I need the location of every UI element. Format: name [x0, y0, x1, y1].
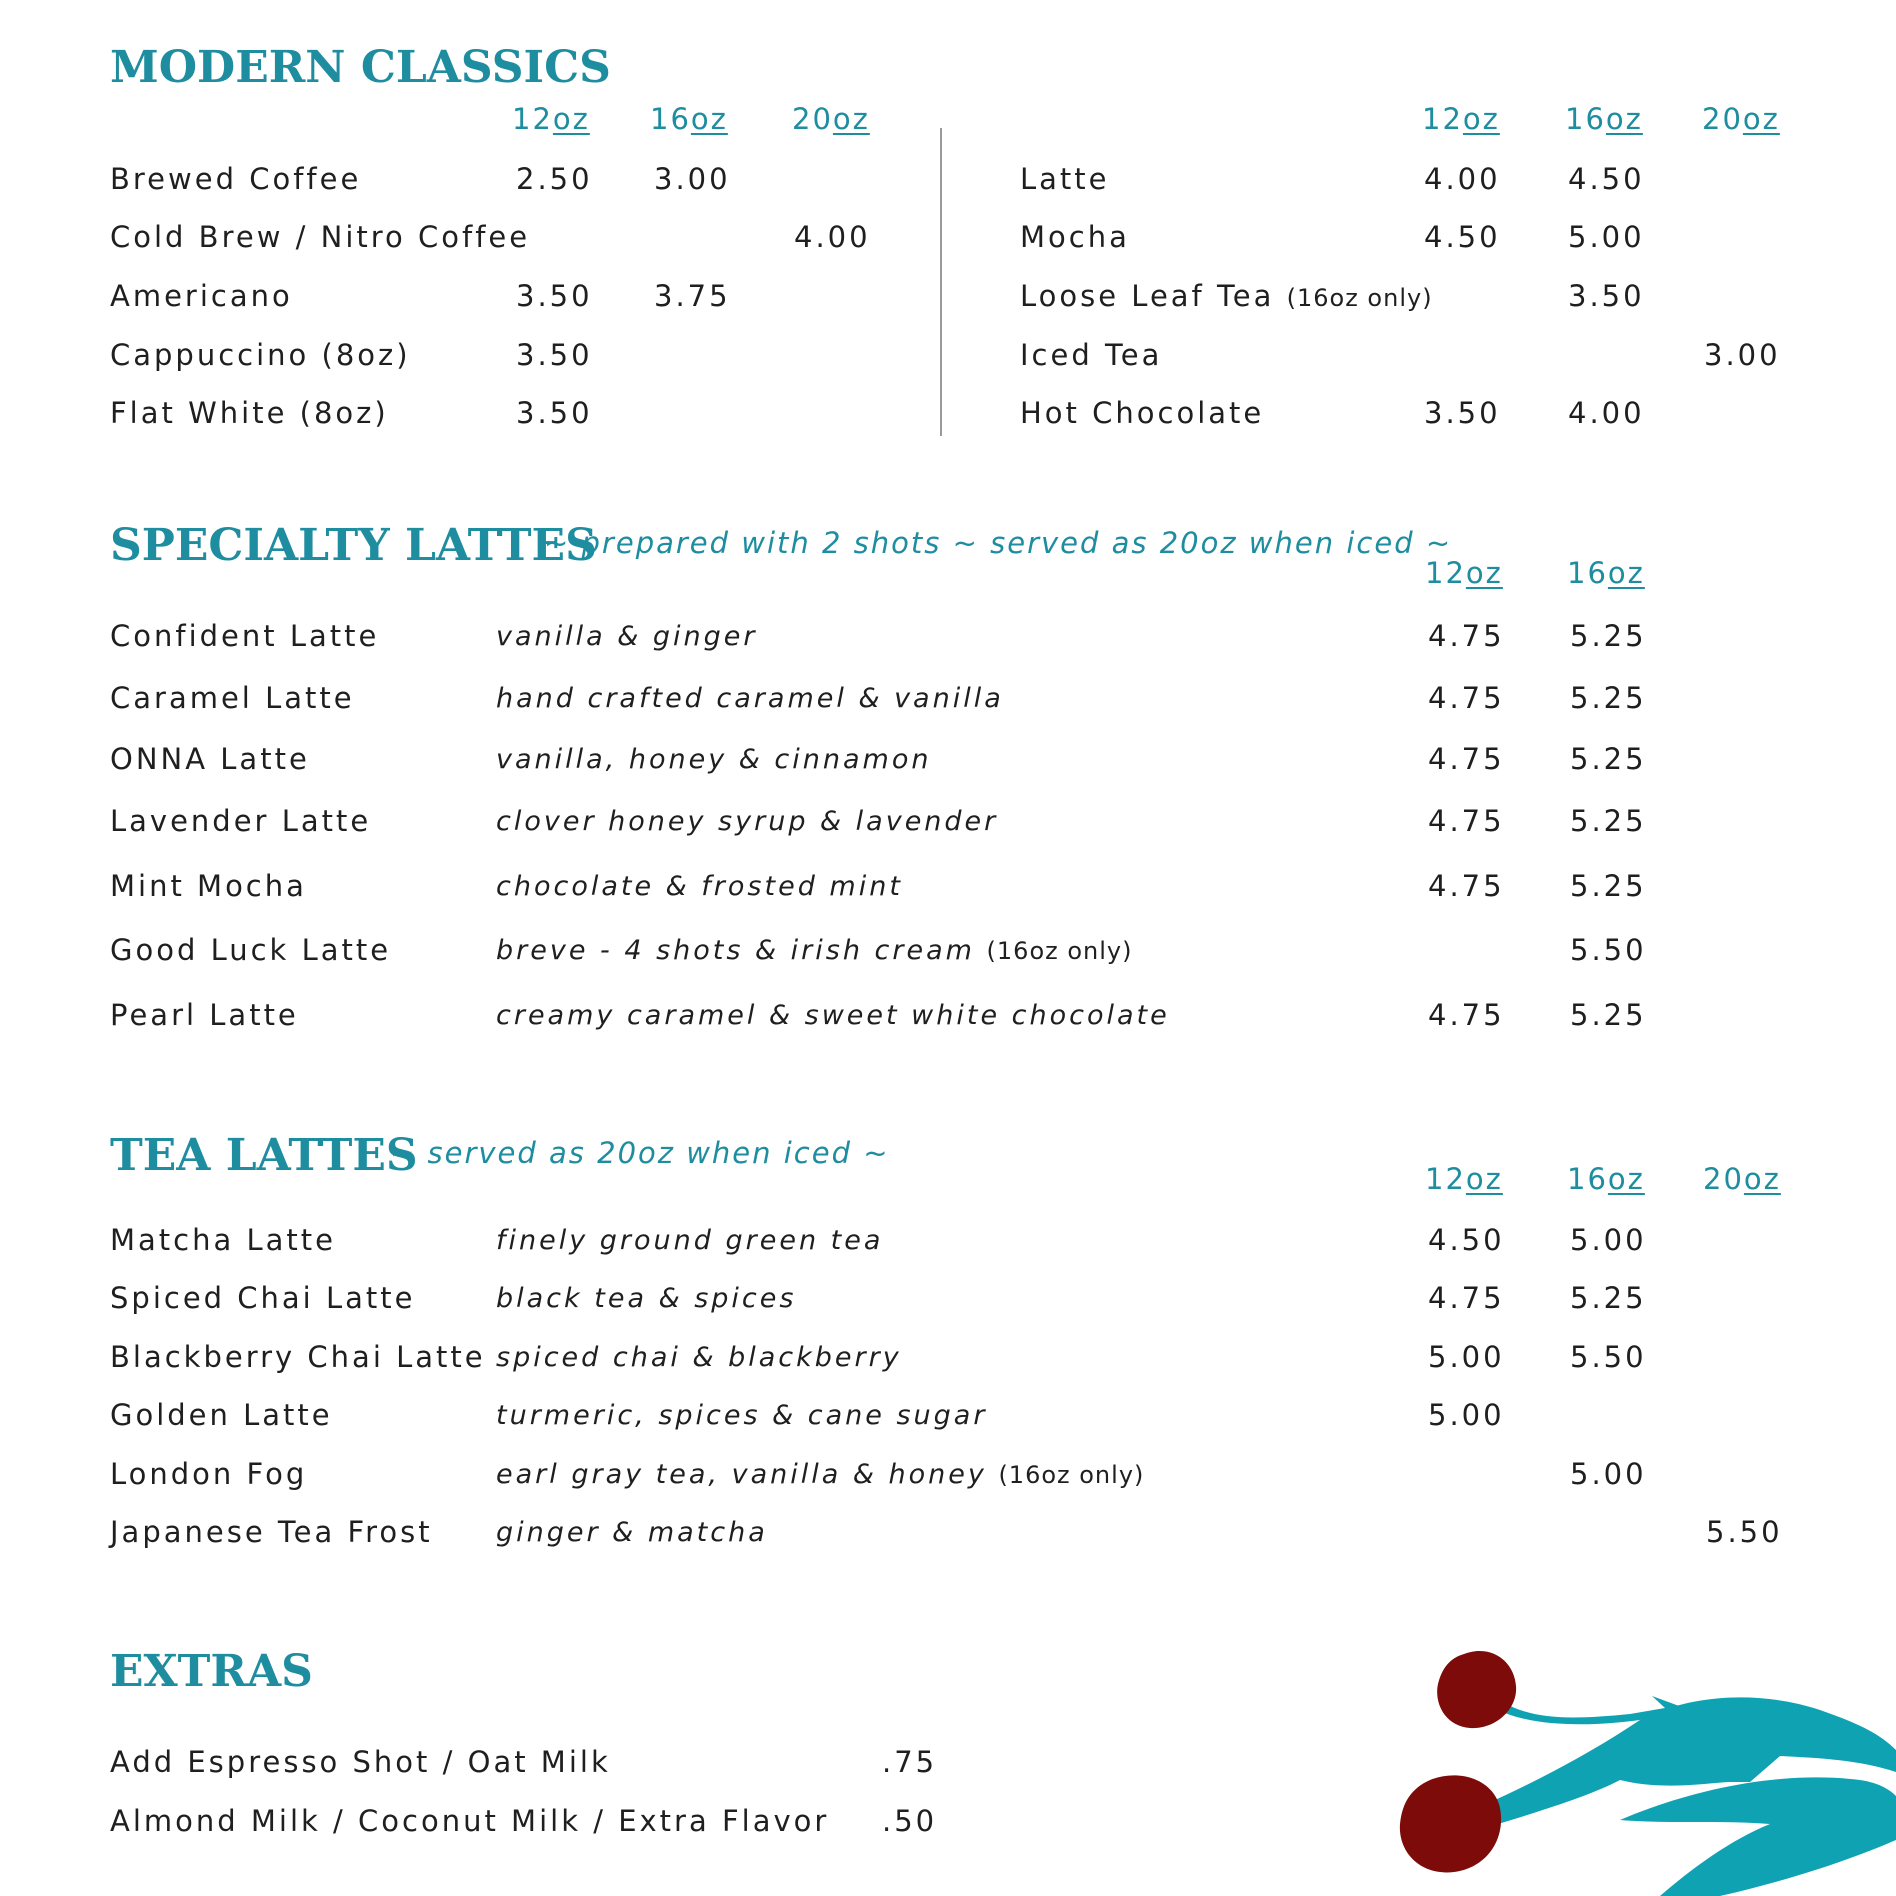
menu-item-description: [496, 683, 1004, 714]
price-p12: 4.75: [1428, 742, 1505, 776]
size-header: 12oz: [1425, 556, 1503, 590]
price-p12: 2.50: [516, 162, 593, 196]
menu-item-name: [110, 933, 391, 967]
size-unit: oz: [1607, 1162, 1645, 1196]
menu-item-name: [1020, 338, 1162, 372]
price-p16: 5.00: [1570, 1457, 1647, 1491]
menu-item-name: [110, 162, 361, 196]
menu-item-description: [496, 1400, 987, 1431]
price-p12: 4.75: [1428, 869, 1505, 903]
price-p12: 5.00: [1428, 1398, 1505, 1432]
item-name-text: Brewed Coffee: [110, 162, 362, 196]
menu-item-name: [110, 338, 411, 372]
description-text: vanilla, honey & cinnamon: [496, 744, 932, 775]
size-header: 12oz: [1422, 102, 1500, 136]
price-p16: 4.00: [1568, 396, 1645, 430]
size-unit: oz: [552, 102, 590, 136]
size-header: 12oz: [512, 102, 590, 136]
menu-item-description: [496, 1459, 1144, 1490]
price-p16: 5.25: [1570, 998, 1647, 1032]
item-name-text: Loose Leaf Tea: [1020, 279, 1275, 313]
menu-item-description: [496, 806, 998, 837]
size-header: 16oz: [1567, 1162, 1645, 1196]
menu-item-description: [496, 871, 903, 902]
size-header: 16oz: [1567, 556, 1645, 590]
price-p12: 3.50: [516, 279, 593, 313]
price-p12: 4.00: [1424, 162, 1501, 196]
size-unit: oz: [1743, 1162, 1781, 1196]
size-unit: oz: [1462, 102, 1500, 136]
size-unit: oz: [1605, 102, 1643, 136]
extra-item-price: .75: [882, 1745, 938, 1779]
size-header: 12oz: [1425, 1162, 1503, 1196]
price-p16: 5.50: [1570, 1340, 1647, 1374]
menu-item-name: [110, 804, 371, 838]
item-name-text: Mint Mocha: [110, 869, 307, 903]
price-p16: 4.50: [1568, 162, 1645, 196]
description-text: ginger & matcha: [496, 1517, 768, 1548]
price-p16: 5.25: [1570, 1281, 1647, 1315]
price-p16: 5.00: [1568, 220, 1645, 254]
menu-item-description: [496, 1225, 883, 1256]
price-p12: 3.50: [516, 396, 593, 430]
size-unit: oz: [832, 102, 870, 136]
item-name-text: Blackberry Chai Latte: [110, 1340, 486, 1374]
menu-item-name: [110, 396, 389, 430]
size-header: 20oz: [1703, 1162, 1781, 1196]
tea-lattes-subtitle: ~ served as 20oz when iced ~: [390, 1136, 890, 1170]
item-name-text: Golden Latte: [110, 1398, 333, 1432]
item-name-text: Mocha: [1020, 220, 1130, 254]
price-p16: 5.25: [1570, 742, 1647, 776]
menu-item-name: [110, 1281, 415, 1315]
price-p16: 3.75: [654, 279, 731, 313]
description-text: turmeric, spices & cane sugar: [496, 1400, 988, 1431]
menu-item-description: [496, 744, 931, 775]
item-name-text: Confident Latte: [110, 619, 380, 653]
item-name-text: Iced Tea: [1020, 338, 1163, 372]
size-header: 20oz: [1702, 102, 1780, 136]
menu-item-name: [110, 1223, 336, 1257]
menu-item-name: [110, 1457, 307, 1491]
size-header: 20oz: [792, 102, 870, 136]
price-p16: 5.00: [1570, 1223, 1647, 1257]
price-p20: 5.50: [1706, 1515, 1783, 1549]
description-text: earl gray tea, vanilla & honey: [496, 1459, 987, 1490]
menu-item-name: [1020, 279, 1433, 313]
item-name-text: Hot Chocolate: [1020, 396, 1265, 430]
price-p12: 4.75: [1428, 998, 1505, 1032]
item-size-note: (16oz only): [998, 1461, 1145, 1489]
menu-item-name: [1020, 162, 1110, 196]
specialty-lattes-title: SPECIALTY LATTES: [110, 520, 597, 571]
extras-title: EXTRAS: [110, 1646, 313, 1697]
description-text: creamy caramel & sweet white chocolate: [496, 1000, 1170, 1031]
price-p12: 4.75: [1428, 619, 1505, 653]
extra-item-name: Almond Milk / Coconut Milk / Extra Flavor: [110, 1804, 830, 1838]
item-name-text: Matcha Latte: [110, 1223, 336, 1257]
description-text: spiced chai & blackberry: [496, 1342, 902, 1373]
description-text: black tea & spices: [496, 1283, 797, 1314]
extra-item-name: Add Espresso Shot / Oat Milk: [110, 1745, 611, 1779]
tea-lattes-title: TEA LATTES: [110, 1130, 418, 1181]
description-text: clover honey syrup & lavender: [496, 806, 999, 837]
item-name-text: London Fog: [110, 1457, 308, 1491]
item-size-note: (16oz only): [1286, 284, 1433, 312]
price-p16: 5.25: [1570, 804, 1647, 838]
menu-item-description: [496, 1342, 902, 1373]
price-p16: 5.50: [1570, 933, 1647, 967]
menu-item-description: [496, 621, 758, 652]
size-unit: oz: [1607, 556, 1645, 590]
menu-item-name: [110, 1398, 333, 1432]
price-p16: 3.00: [654, 162, 731, 196]
price-p12: 4.50: [1424, 220, 1501, 254]
item-name-text: Pearl Latte: [110, 998, 299, 1032]
menu-item-name: [110, 998, 299, 1032]
price-p12: 4.50: [1428, 1223, 1505, 1257]
price-p12: 3.50: [1424, 396, 1501, 430]
size-header: 16oz: [1565, 102, 1643, 136]
menu-item-description: [496, 935, 1133, 966]
item-size-note: (16oz only): [986, 937, 1133, 965]
menu-item-name: [110, 619, 379, 653]
item-name-text: Latte: [1020, 162, 1110, 196]
description-text: breve - 4 shots & irish cream: [496, 935, 975, 966]
price-p16: 5.25: [1570, 869, 1647, 903]
description-text: hand crafted caramel & vanilla: [496, 683, 1004, 714]
size-unit: oz: [1465, 1162, 1503, 1196]
menu-item-name: [110, 1515, 433, 1549]
price-p12: 4.75: [1428, 804, 1505, 838]
item-name-text: Americano: [110, 279, 293, 313]
specialty-lattes-subtitle: ~ prepared with 2 shots ~ served as 20oz when iced ~: [544, 526, 1453, 560]
menu-item-name: [110, 279, 293, 313]
price-p16: 5.25: [1570, 681, 1647, 715]
size-unit: oz: [1742, 102, 1780, 136]
item-name-text: ONNA Latte: [110, 742, 310, 776]
item-name-text: Spiced Chai Latte: [110, 1281, 416, 1315]
price-p20: 3.00: [1704, 338, 1781, 372]
modern-classics-title: MODERN CLASSICS: [110, 42, 611, 93]
extra-item-price: .50: [882, 1804, 938, 1838]
item-name-text: Lavender Latte: [110, 804, 372, 838]
menu-item-name: [110, 681, 355, 715]
price-p16: 5.25: [1570, 619, 1647, 653]
column-divider: [940, 128, 942, 436]
menu-item-name: [110, 869, 307, 903]
menu-item-name: [110, 742, 310, 776]
price-p12: 4.75: [1428, 681, 1505, 715]
price-p16: 3.50: [1568, 279, 1645, 313]
price-p12: 5.00: [1428, 1340, 1505, 1374]
item-name-text: Japanese Tea Frost: [110, 1515, 433, 1549]
price-p12: 4.75: [1428, 1281, 1505, 1315]
menu-item-name: [1020, 220, 1130, 254]
size-unit: oz: [1465, 556, 1503, 590]
description-text: vanilla & ginger: [496, 621, 758, 652]
item-name-text: Flat White (8oz): [110, 396, 389, 430]
menu-item-description: [496, 1517, 768, 1548]
menu-item-description: [496, 1283, 796, 1314]
price-p12: 3.50: [516, 338, 593, 372]
size-header: 16oz: [650, 102, 728, 136]
menu-item-description: [496, 1000, 1170, 1031]
description-text: finely ground green tea: [496, 1225, 884, 1256]
item-name-text: Good Luck Latte: [110, 933, 392, 967]
item-name-text: Caramel Latte: [110, 681, 355, 715]
menu-item-name: [110, 220, 530, 254]
size-unit: oz: [690, 102, 728, 136]
cherry-branch-icon: [1390, 1640, 1896, 1896]
description-text: chocolate & frosted mint: [496, 871, 903, 902]
price-p20: 4.00: [794, 220, 871, 254]
menu-item-name: [110, 1340, 486, 1374]
menu-item-name: [1020, 396, 1264, 430]
item-name-text: Cappuccino (8oz): [110, 338, 411, 372]
item-name-text: Cold Brew / Nitro Coffee: [110, 220, 531, 254]
